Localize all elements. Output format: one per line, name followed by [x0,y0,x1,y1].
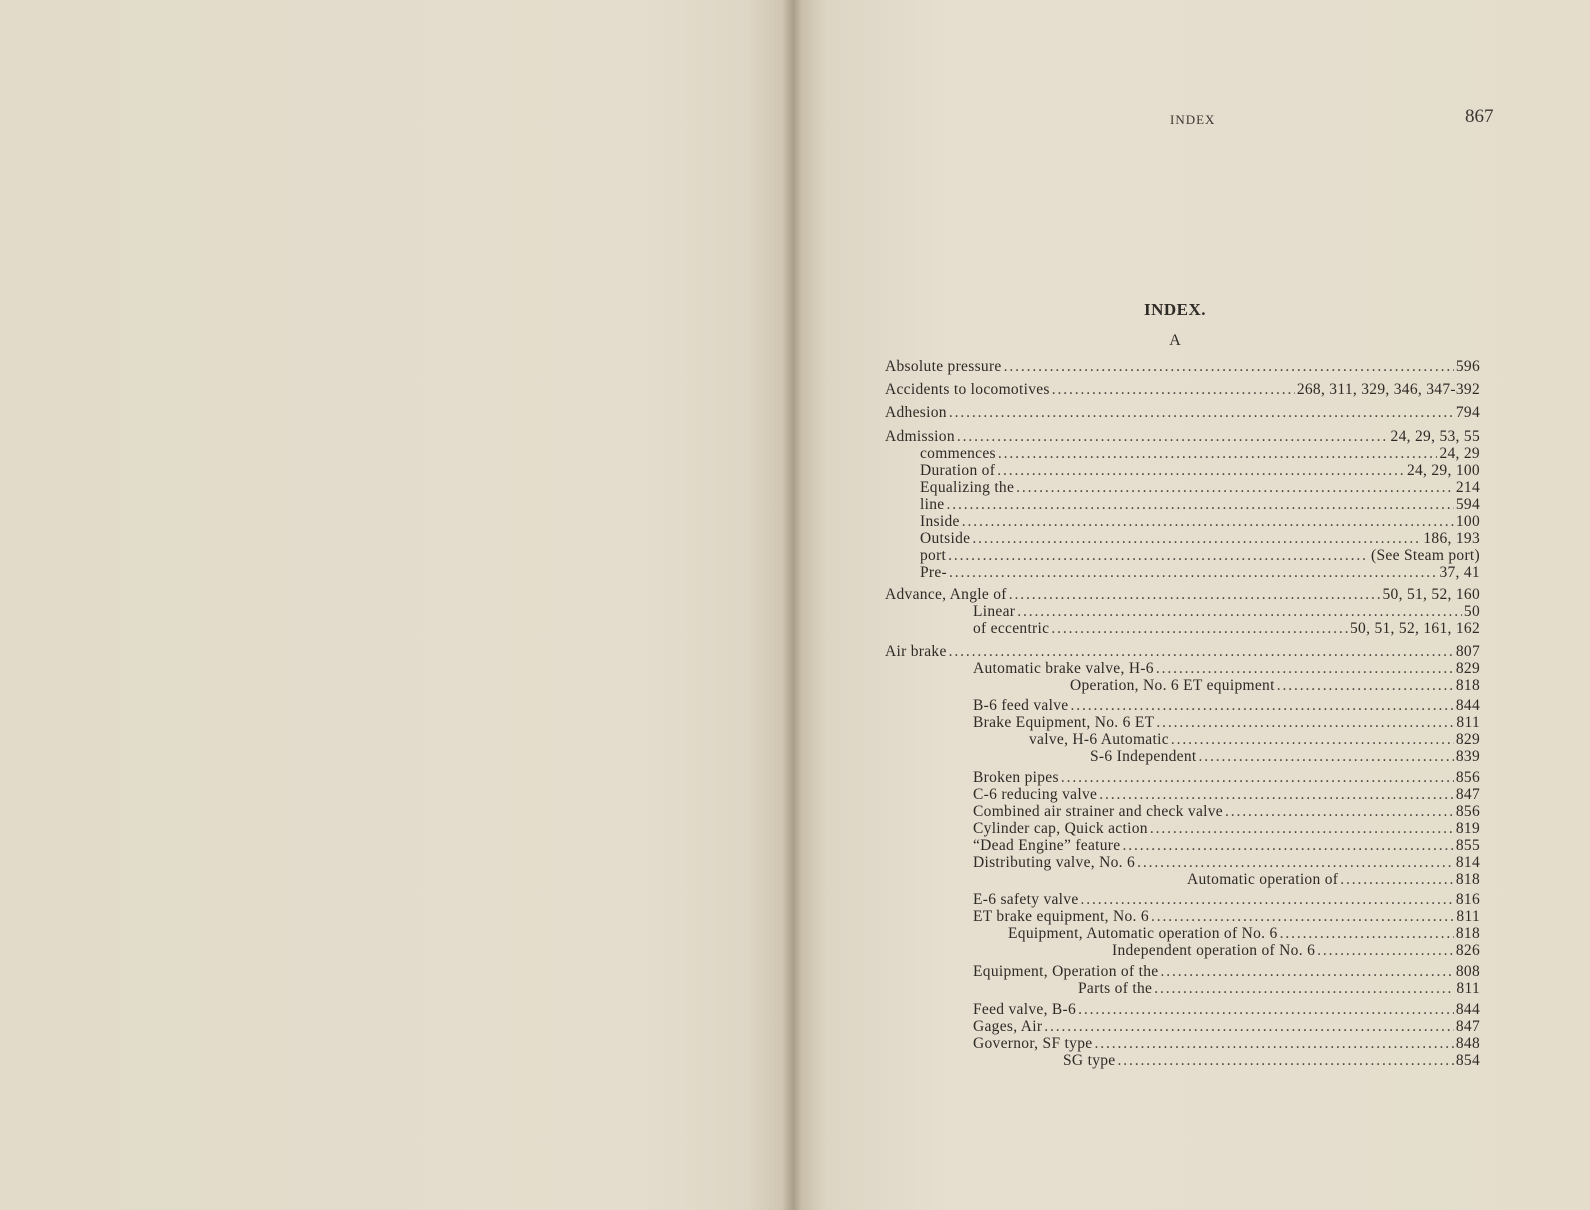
entry-term: Cylinder cap, Quick action [973,820,1148,837]
leader-dots [957,428,1389,446]
index-entry [920,496,1480,514]
index-entry [1063,1052,1480,1070]
entry-pages: 794 [1455,404,1480,421]
leader-dots [1052,381,1295,399]
entry-term: Air brake [885,643,947,660]
index-entry [973,620,1480,638]
index-entry [973,837,1480,855]
entry-term: Inside [920,513,960,530]
leader-dots [1277,677,1454,695]
index-entry [973,803,1480,821]
index-entry [885,404,1480,422]
leader-dots [1004,358,1454,376]
entry-pages: 818 [1455,677,1480,694]
leader-dots [1199,748,1454,766]
index-entry [920,462,1480,480]
index-entry [973,697,1480,715]
leader-dots [1171,731,1454,749]
index-entry [973,908,1480,926]
index-entry [973,854,1480,872]
entry-pages: 847 [1455,786,1480,803]
leader-dots [1044,1018,1454,1036]
entry-term: Brake Equipment, No. 6 ET [973,714,1155,731]
leader-dots [1225,803,1454,821]
entry-pages: 818 [1455,871,1480,888]
entry-term: Automatic brake valve, H-6 [973,660,1154,677]
leader-dots [1009,586,1381,604]
leader-dots [1078,1001,1454,1019]
entry-term: Duration of [920,462,996,479]
entry-term: Equipment, Operation of the [973,963,1159,980]
entry-pages: 856 [1455,803,1480,820]
entry-term: Adhesion [885,404,947,421]
leader-dots [949,643,1454,661]
index-entry [973,714,1480,732]
entry-term: Advance, Angle of [885,586,1007,603]
index-entry [973,1001,1480,1019]
entry-term: ET brake equipment, No. 6 [973,908,1149,925]
entry-pages: 814 [1455,854,1480,871]
entry-pages: 844 [1455,697,1480,714]
entry-term: Automatic operation of [1187,871,1339,888]
section-letter-text: A [1169,332,1181,349]
entry-pages: 856 [1455,769,1480,786]
entry-pages: 854 [1455,1052,1480,1069]
entry-term: Feed valve, B-6 [973,1001,1077,1018]
entry-pages: 100 [1455,513,1480,530]
right-page [800,0,1590,1210]
entry-term: Broken pipes [973,769,1059,786]
entry-term: E-6 safety valve [973,891,1079,908]
entry-pages: 24, 29, 100 [1406,462,1480,479]
entry-term: Linear [973,603,1016,620]
entry-term: Pre- [920,564,948,581]
leader-dots [1150,820,1454,838]
leader-dots [1160,963,1453,981]
index-entry [920,530,1480,548]
index-entry [885,428,1480,446]
entry-term: Outside [920,530,971,547]
leader-dots [948,547,1369,565]
entry-pages: 819 [1455,820,1480,837]
entry-pages: 816 [1455,891,1480,908]
entry-term: SG type [1063,1052,1116,1069]
leader-dots [1137,854,1454,872]
leader-dots [1081,891,1454,909]
index-entry [885,358,1480,376]
leader-dots [1154,980,1454,998]
index-entry [1070,677,1480,695]
entry-pages: 829 [1455,731,1480,748]
leader-dots [1340,871,1454,889]
running-head: INDEX [1170,112,1216,127]
entry-term: valve, H-6 Automatic [1029,731,1169,748]
entry-term: Absolute pressure [885,358,1002,375]
entry-pages: 826 [1455,942,1480,959]
entry-pages: 818 [1455,925,1480,942]
leader-dots [1094,1035,1453,1053]
leader-dots [1061,769,1454,787]
index-entry [920,479,1480,497]
entry-pages: 808 [1455,963,1480,980]
index-entry [1112,942,1480,960]
entry-term: Independent operation of No. 6 [1112,942,1316,959]
leader-dots [949,404,1454,422]
entry-term: Governor, SF type [973,1035,1093,1052]
entry-pages: 50 [1463,603,1480,620]
index-entry [1029,731,1480,749]
leader-dots [1156,660,1454,678]
leader-dots [1151,908,1454,926]
index-entry [973,603,1480,621]
entry-pages: 844 [1455,1001,1480,1018]
index-entry [1008,925,1480,943]
entry-pages: 848 [1455,1035,1480,1052]
index-entry [920,547,1480,565]
entry-term: of eccentric [973,620,1050,637]
index-entries [800,0,1590,1210]
index-title-text: INDEX. [1143,300,1207,319]
leader-dots [1099,786,1454,804]
entry-term: B-6 feed valve [973,697,1069,714]
index-entry [973,963,1480,981]
entry-term: Operation, No. 6 ET equipment [1070,677,1275,694]
entry-pages: 847 [1455,1018,1480,1035]
entry-pages: 186, 193 [1423,530,1480,547]
leader-dots [962,513,1454,531]
leader-dots [1156,714,1454,732]
entry-pages: 807 [1455,643,1480,660]
index-entry [973,769,1480,787]
entry-pages: 268, 311, 329, 346, 347-392 [1296,381,1480,398]
leader-dots [998,445,1438,463]
leader-dots [1051,620,1348,638]
entry-term: port [920,547,947,564]
entry-term: Parts of the [1078,980,1153,997]
entry-pages: 214 [1455,479,1480,496]
index-entry [973,1035,1480,1053]
entry-pages: 811 [1456,908,1480,925]
entry-term: Equalizing the [920,479,1015,496]
entry-term: Combined air strainer and check valve [973,803,1223,820]
entry-pages: 829 [1455,660,1480,677]
entry-pages: 811 [1456,714,1480,731]
leader-dots [1016,479,1454,497]
entry-term: Equipment, Automatic operation of No. 6 [1008,925,1278,942]
leader-dots [972,530,1421,548]
entry-term: line [920,496,945,513]
leader-dots [1122,837,1453,855]
leader-dots [946,496,1453,514]
index-entry [885,381,1480,399]
entry-term: Admission [885,428,955,445]
index-entry [920,513,1480,531]
leader-dots [1017,603,1462,621]
entry-pages: 24, 29, 53, 55 [1390,428,1480,445]
index-entry [973,786,1480,804]
entry-term: Gages, Air [973,1018,1043,1035]
leader-dots [1280,925,1454,943]
entry-pages: 855 [1455,837,1480,854]
index-entry [973,1018,1480,1036]
entry-pages: 839 [1455,748,1480,765]
leader-dots [1117,1052,1453,1070]
leader-dots [997,462,1405,480]
entry-term: Accidents to locomotives [885,381,1050,398]
index-entry [885,643,1480,661]
index-entry [1090,748,1480,766]
entry-pages: 594 [1455,496,1480,513]
entry-pages: 811 [1456,980,1480,997]
index-entry [973,660,1480,678]
page-number: 867 [1465,106,1494,127]
index-entry [920,445,1480,463]
entry-term: C-6 reducing valve [973,786,1098,803]
entry-term: S-6 Independent [1090,748,1197,765]
leader-dots [949,564,1437,582]
entry-pages: 50, 51, 52, 161, 162 [1350,620,1480,637]
index-entry [920,564,1480,582]
index-entry [973,891,1480,909]
entry-term: commences [920,445,996,462]
entry-term: “Dead Engine” feature [973,837,1121,854]
index-entry [1078,980,1480,998]
index-entry [885,586,1480,604]
entry-term: Distributing valve, No. 6 [973,854,1136,871]
leader-dots [1070,697,1453,715]
entry-pages: 37, 41 [1439,564,1480,581]
entry-pages: 50, 51, 52, 160 [1382,586,1480,603]
entry-pages: 24, 29 [1439,445,1480,462]
entry-pages: 596 [1455,358,1480,375]
index-entry [1187,871,1480,889]
leader-dots [1317,942,1454,960]
index-entry [973,820,1480,838]
entry-pages: (See Steam port) [1371,547,1480,564]
